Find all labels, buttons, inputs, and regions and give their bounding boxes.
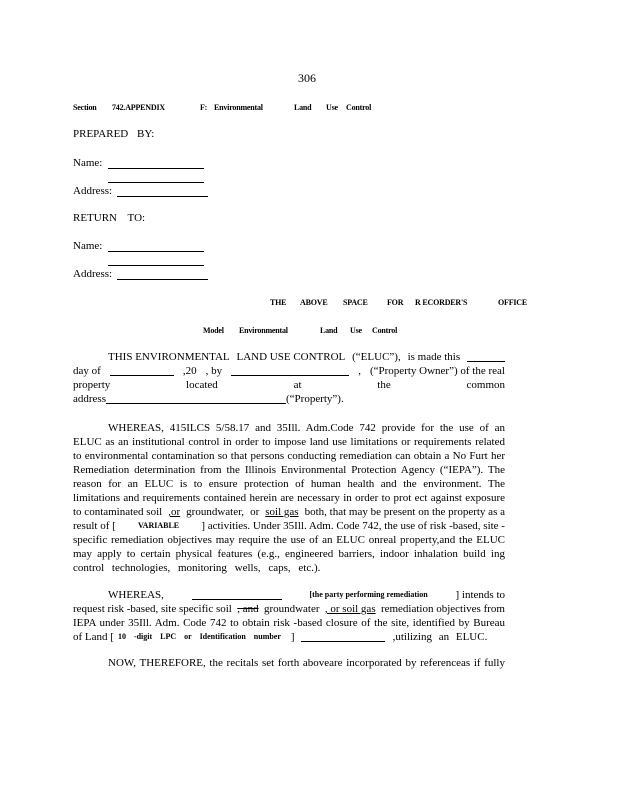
paragraph-whereas-request — [73, 588, 505, 644]
p1-property-owner: (“Property Owner”) of the real — [369, 365, 505, 377]
p2-line-4: Remediation determination from the Illinois Environmental Protection Agency (“IEPA”). The — [73, 464, 505, 476]
recorder-the: THE — [270, 298, 287, 307]
recorder-for: FOR — [387, 298, 404, 307]
p1-property-def: (“Property”). — [286, 393, 344, 405]
p2-l8-a: result of [ — [73, 520, 116, 532]
p1-month-blank — [110, 364, 174, 376]
p1-w1: THIS ENVIRONMENTAL — [108, 351, 230, 363]
p3-l4-rest: ,utilizing an ELUC. — [392, 631, 488, 643]
p1-located: located — [186, 379, 218, 391]
p2-l8-variable: VARIABLE — [137, 521, 180, 530]
return-name-line-2 — [108, 265, 204, 266]
prepared-by-title: PREPARED BY: — [73, 128, 155, 140]
prepared-name-line-2 — [108, 182, 204, 183]
paragraph-now-therefore — [73, 656, 505, 670]
model-control: Control — [372, 326, 398, 335]
p3-intends: ] intends to — [455, 589, 505, 601]
p4-line-1: NOW, THEREFORE, the recitals set forth aboveare incorporated by referenceas if fully — [108, 657, 505, 669]
p1-date-blank — [467, 350, 505, 362]
p2-line-2: ELUC as an institutional control in order to impose land use limitations or requirements related — [73, 436, 505, 448]
p3-party-blank — [192, 588, 282, 600]
p3-lpc-blank — [301, 630, 385, 642]
p1-address: address — [73, 393, 106, 405]
p2-l7-rest: both, that may be present on the property as a — [304, 506, 505, 518]
recorder-recorders: R ECORDER'S — [415, 298, 468, 307]
p2-l7-soilgas: soil gas — [265, 506, 299, 518]
p2-line-5: reason for an ELUC is to ensure protection of human health and the environment. The — [73, 478, 505, 490]
p1-w3: (“ELUC”), — [352, 351, 401, 363]
p2-l7-a: to contaminated soil — [73, 506, 163, 518]
return-name-line — [108, 251, 204, 252]
header-control: Control — [346, 103, 372, 112]
p3-l2-a: request risk -based, site specific soil — [73, 603, 232, 615]
paragraph-whereas-statute — [73, 421, 505, 575]
header-environmental: Environmental — [214, 103, 263, 112]
p2-line-10: may apply to certain physical features (e.g., engineered barriers, indoor inhalation build ing — [73, 548, 505, 560]
p1-dayof: day of — [73, 365, 101, 377]
p2-l8-rest: ] activities. Under 35Ill. Adm. Code 742, the use of risk -based, site - — [201, 520, 505, 532]
p1-at: at — [293, 379, 302, 391]
p2-line-1: WHEREAS, 415ILCS 5/58.17 and 35Ill. Adm.Code 742 provide for the use of an — [108, 422, 505, 434]
p3-l4-bracket: ] — [290, 631, 295, 643]
header-land: Land — [294, 103, 312, 112]
return-address-line — [117, 279, 208, 280]
p1-property: property — [73, 379, 111, 391]
prepared-name-line — [108, 168, 204, 169]
p1-the: the — [377, 379, 391, 391]
p2-l7-groundwater: groundwater, — [186, 506, 245, 518]
p2-line-3: to environmental contamination so that persons conducting remediation can obtain a No Furt her — [73, 450, 505, 462]
page-number: 306 — [298, 71, 316, 85]
return-to-title: RETURN TO: — [73, 212, 146, 224]
p3-l2-soilgas: , or soil gas — [324, 603, 376, 615]
p1-address-blank — [106, 392, 286, 404]
model-environmental: Environmental — [239, 326, 288, 335]
model-land: Land — [320, 326, 338, 335]
p3-whereas: WHEREAS, — [108, 589, 164, 601]
model-use: Use — [350, 326, 362, 335]
p2-line-11: control technologies, monitoring wells, caps, etc.). — [73, 562, 321, 574]
p3-l2-and: , and — [237, 603, 259, 615]
recorder-space: SPACE — [343, 298, 368, 307]
prepared-address-line — [117, 196, 208, 197]
p1-w4: is made this — [407, 351, 461, 363]
p1-w2: LAND USE CONTROL — [236, 351, 346, 363]
p3-l2-groundwater: groundwater — [263, 603, 320, 615]
prepared-name-label: Name: — [73, 157, 103, 169]
header-f: F: — [200, 103, 208, 112]
return-name-label: Name: — [73, 240, 103, 252]
header-section: Section — [73, 103, 97, 112]
p2-line-9: specific remediation objectives may require the use of an ELUC onreal property,and the ELUC — [73, 534, 505, 546]
p3-line-3: IEPA under 35Ill. Adm. Code 742 to obtain risk -based closure of the site, identified by Bureau — [73, 617, 505, 629]
p3-l2-rest: remediation objectives from — [380, 603, 505, 615]
p1-comma: , — [358, 365, 361, 377]
header-number: 742.APPENDIX — [112, 103, 165, 112]
recorder-office: OFFICE — [498, 298, 528, 307]
p3-party-note: [the party performing remediation — [309, 590, 428, 599]
header-use: Use — [326, 103, 338, 112]
p1-common: common — [466, 379, 505, 391]
p2-line-6: limitations and requirements contained herein are necessary in order to prot ect against exposure — [73, 492, 505, 504]
recorder-above: ABOVE — [300, 298, 328, 307]
model-word: Model — [203, 326, 224, 335]
p2-l7-or: ,or — [168, 506, 181, 518]
p1-by: , by — [205, 365, 223, 377]
return-address-label: Address: — [73, 268, 113, 280]
prepared-address-label: Address: — [73, 185, 113, 197]
p1-owner-blank — [231, 364, 349, 376]
p2-l7-or2: or — [250, 506, 260, 518]
paragraph-eluc-intro — [73, 350, 505, 406]
p3-l4-a: of Land [ — [73, 631, 114, 643]
p3-l4-lpc: 10 -digit LPC or Identification number — [117, 632, 281, 641]
p1-year: ,20 — [182, 365, 197, 377]
